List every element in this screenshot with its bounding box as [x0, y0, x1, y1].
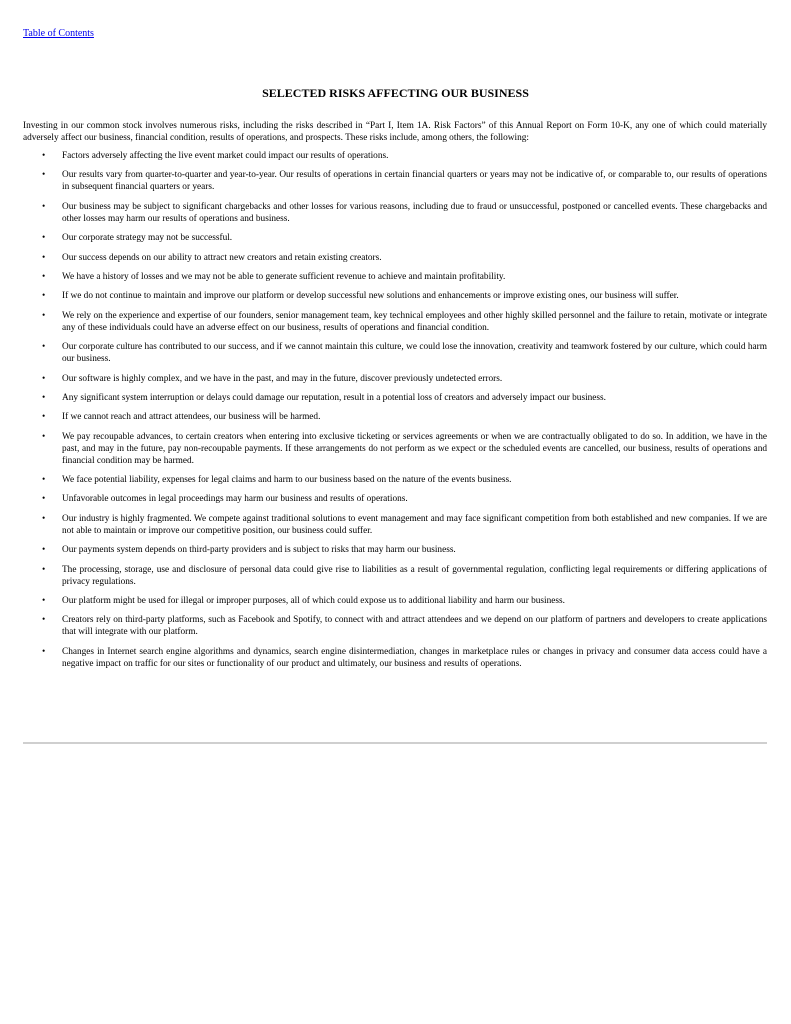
risk-item: [0, 271, 767, 283]
risk-item: [0, 392, 767, 404]
risk-text: If we do not continue to maintain and improve our platform or develop successful new solutions and enhancements or improve existing ones, our business will suffer.: [62, 291, 679, 302]
risk-item: [0, 411, 767, 423]
bullet-marker: •: [42, 475, 46, 486]
bullet-marker: •: [42, 291, 46, 302]
bullet-marker: •: [42, 564, 46, 575]
risk-text: Any significant system interruption or delays could damage our reputation, result in a potential loss of creators and adversely impact our business.: [62, 392, 606, 403]
risk-text: We pay recoupable advances, to certain creators when entering into exclusive ticketing or services agreements or when we are contractually obligated to do so. In addition, we have in the past, and may in the future, pay non-recoupable payments. If these arrangements do not perform as we expect or the scheduled events are cancelled, our business, results of operations and financial condition may be harmed.: [62, 431, 767, 466]
intro-paragraph: Investing in our common stock involves numerous risks, including the risks described in “Part I, Item 1A. Risk Factors” of this Annual Report on Form 10-K, any one of which could materially adversely affect our business, financial condition, results of operations, and prospects. These risks include, among others, the following:: [23, 121, 767, 143]
bullet-marker: •: [42, 271, 46, 282]
bullet-marker: •: [42, 233, 46, 244]
risk-item: [0, 493, 767, 505]
risk-item: [0, 201, 767, 225]
risk-text: Our software is highly complex, and we have in the past, and may in the future, discover previously undetected errors.: [62, 373, 503, 384]
risk-text: Changes in Internet search engine algorithms and dynamics, search engine disintermediation, changes in marketplace rules or changes in privacy and consumer data access could have a negative impact on traffic for our sites or functionality of our product and ultimately, our business and results of operations.: [62, 646, 767, 669]
bullet-marker: •: [42, 646, 46, 657]
bullet-marker: •: [42, 151, 46, 161]
risk-text: The processing, storage, use and disclosure of personal data could give rise to liabilities as a result of governmental regulation, conflicting legal requirements or differing applications of privacy regulations.: [62, 564, 767, 587]
risk-item: [0, 564, 767, 588]
risk-item: [0, 513, 767, 537]
bullet-marker: •: [42, 596, 46, 607]
risk-item: [0, 373, 767, 385]
bullet-marker: •: [42, 431, 46, 442]
risk-item: [0, 252, 767, 264]
risk-item: [0, 595, 767, 607]
bullet-marker: •: [42, 373, 46, 384]
risk-item: [0, 646, 767, 670]
risk-item: [0, 232, 767, 244]
risk-text: If we cannot reach and attract attendees, our business will be harmed.: [62, 412, 321, 423]
risk-text: Our industry is highly fragmented. We compete against traditional solutions to event management and may face significant competition from both established and new companies. If we are not able to maintain or improve our competitive position, our business could suffer.: [62, 513, 767, 536]
bullet-marker: •: [42, 412, 46, 423]
bullet-marker: •: [42, 494, 46, 505]
risk-item: [0, 341, 767, 365]
bullet-marker: •: [42, 310, 46, 321]
bullet-marker: •: [42, 342, 46, 353]
risk-list: [0, 150, 791, 677]
bullet-marker: •: [42, 201, 46, 212]
risk-item: [0, 169, 767, 193]
risk-item: [0, 614, 767, 638]
bullet-marker: •: [42, 392, 46, 403]
risk-item: [0, 431, 767, 467]
page-title: SELECTED RISKS AFFECTING OUR BUSINESS: [262, 86, 529, 100]
risk-item: [0, 474, 767, 486]
risk-text: We have a history of losses and we may not be able to generate sufficient revenue to achieve and maintain profitability.: [62, 271, 506, 282]
risk-text: Our corporate strategy may not be successful.: [62, 233, 233, 244]
risk-text: Our payments system depends on third-party providers and is subject to risks that may harm our business.: [62, 545, 456, 556]
table-of-contents-link[interactable]: Table of Contents: [23, 28, 94, 39]
section-divider: [23, 742, 767, 744]
risk-text: Creators rely on third-party platforms, such as Facebook and Spotify, to connect with and attract attendees and we depend on our platform of partners and developers to create applications that will integrate with our platform.: [62, 615, 767, 638]
risk-text: Our results vary from quarter-to-quarter and year-to-year. Our results of operations in certain financial quarters or years may not be indicative of, or comparable to, our results of operations in subsequent financial quarters or years.: [62, 170, 767, 193]
risk-item: [0, 290, 767, 302]
risk-text: We face potential liability, expenses for legal claims and harm to our business based on the nature of the events business.: [62, 475, 512, 486]
risk-text: We rely on the experience and expertise of our founders, senior management team, key technical employees and other highly skilled personnel and the failure to retain, motivate or integrate any of these individuals could have an adverse effect on our business, results of operations and financial condition.: [62, 310, 767, 333]
bullet-marker: •: [42, 615, 46, 626]
risk-text: Factors adversely affecting the live event market could impact our results of operations.: [62, 151, 389, 161]
bullet-marker: •: [42, 170, 46, 181]
risk-text: Our platform might be used for illegal or improper purposes, all of which could expose us to additional liability and harm our business.: [62, 596, 565, 607]
bullet-marker: •: [42, 513, 46, 524]
bullet-marker: •: [42, 545, 46, 556]
risk-item: [0, 310, 767, 334]
risk-text: Our success depends on our ability to attract new creators and retain existing creators.: [62, 252, 382, 263]
risk-text: Our corporate culture has contributed to our success, and if we cannot maintain this culture, we could lose the innovation, creativity and teamwork fostered by our culture, which could harm our business.: [62, 342, 767, 365]
risk-item: [0, 150, 767, 162]
risk-item: [0, 544, 767, 556]
bullet-marker: •: [42, 252, 46, 263]
risk-text: Unfavorable outcomes in legal proceedings may harm our business and results of operations.: [62, 494, 408, 505]
risk-text: Our business may be subject to significant chargebacks and other losses for various reasons, including due to fraud or unsuccessful, postponed or cancelled events. These chargebacks and other losses may harm our results of operations and business.: [62, 201, 767, 224]
